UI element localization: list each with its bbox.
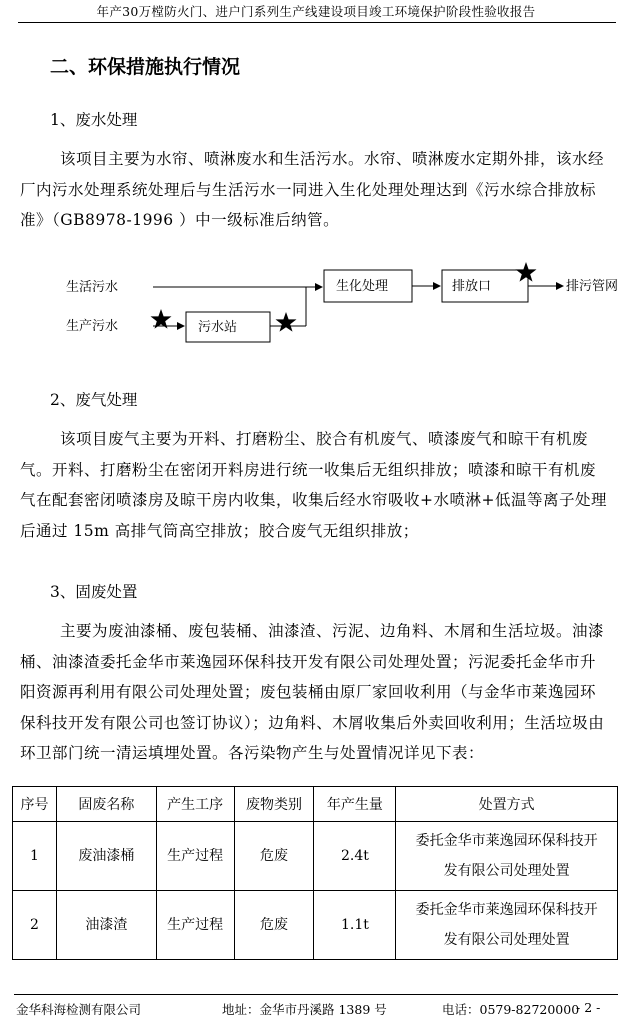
table-row [13, 822, 618, 891]
diagram-box-station-label: 污水站 [198, 320, 238, 335]
wastewater-paragraph [20, 144, 610, 236]
header-divider [18, 22, 616, 23]
exhaust-paragraph [20, 424, 610, 546]
table-row [13, 891, 618, 960]
cell-process: 生产过程 [156, 891, 234, 960]
solid-waste-paragraph [20, 616, 610, 769]
cell-process: 生产过程 [156, 822, 234, 891]
cell-disposal: 委托金华市莱逸园环保科技开发有限公司处理处置 [396, 822, 618, 891]
cell-no: 2 [13, 891, 57, 960]
section-title: 二、环保措施执行情况 [50, 56, 241, 78]
exhaust-heading: 2、废气处理 [50, 391, 138, 409]
exhaust-paragraph-text: 该项目废气主要为开料、打磨粉尘、胶合有机废气、喷漆废气和晾干有机废气。开料、打磨粉尘在密闭开料房进行统一收集后无组织排放；喷漆和晾干有机废气在配套密闭喷漆房及晾干房内收集，收集后经水帘吸收+水喷淋+低温等离子处理后通过 15m 高排气筒高空排放；胶合废气无组织排放； [20, 430, 607, 540]
footer-divider [14, 994, 618, 995]
monitor-point-star-icon [276, 312, 297, 332]
cell-category: 危废 [234, 891, 314, 960]
diagram-label-domestic: 生活污水 [66, 280, 119, 295]
wastewater-paragraph-text: 该项目主要为水帘、喷淋废水和生活污水。水帘、喷淋废水定期外排，该水经厂内污水处理系统处理后与生活污水一同进入生化处理处理达到《污水综合排放标准》（GB8978-1996 ）中一级标准后纳管。 [20, 150, 605, 229]
column-header-process: 产生工序 [156, 787, 234, 822]
cell-name: 废油漆桶 [56, 822, 156, 891]
cell-disposal: 委托金华市莱逸园环保科技开发有限公司处理处置 [396, 891, 618, 960]
footer-phone: 电话：0579-82720000 [442, 1002, 580, 1017]
column-header-amount: 年产生量 [314, 787, 396, 822]
footer-address: 地址：金华市丹溪路 1389 号 [222, 1002, 387, 1017]
column-header-no: 序号 [13, 787, 57, 822]
diagram-label-output: 排污管网 [566, 279, 619, 294]
wastewater-flow-diagram [60, 258, 632, 354]
wastewater-heading: 1、废水处理 [50, 111, 138, 129]
page-header: 年产30万樘防火门、进户门系列生产线建设项目竣工环境保护阶段性验收报告 [96, 4, 536, 19]
cell-amount: 2.4t [314, 822, 396, 891]
cell-category: 危废 [234, 822, 314, 891]
table-header-row [13, 787, 618, 822]
footer-company: 金华科海检测有限公司 [16, 1002, 142, 1017]
solid-waste-table [12, 786, 618, 960]
diagram-box-outlet-label: 排放口 [452, 279, 492, 294]
solid-waste-paragraph-text: 主要为废油漆桶、废包装桶、油漆渣、污泥、边角料、木屑和生活垃圾。油漆桶、油漆渣委托金华市莱逸园环保科技开发有限公司处理处置；污泥委托金华市升阳资源再利用有限公司处理处置；废包装桶由原厂家回收利用（与金华市莱逸园环保科技开发有限公司也签订协议）；边角料、木屑收集后外卖回收利用；生活垃圾由环卫部门统一清运填埋处置。各污染物产生与处置情况详见下表： [20, 622, 605, 762]
column-header-disposal: 处置方式 [396, 787, 618, 822]
diagram-box-biochem-label: 生化处理 [336, 279, 389, 294]
column-header-name: 固废名称 [56, 787, 156, 822]
cell-name: 油漆渣 [56, 891, 156, 960]
footer-page-number: - 2 - [576, 1000, 601, 1015]
diagram-label-production: 生产污水 [66, 319, 119, 334]
solid-waste-heading: 3、固废处置 [50, 583, 138, 601]
cell-no: 1 [13, 822, 57, 891]
cell-amount: 1.1t [314, 891, 396, 960]
column-header-category: 废物类别 [234, 787, 314, 822]
